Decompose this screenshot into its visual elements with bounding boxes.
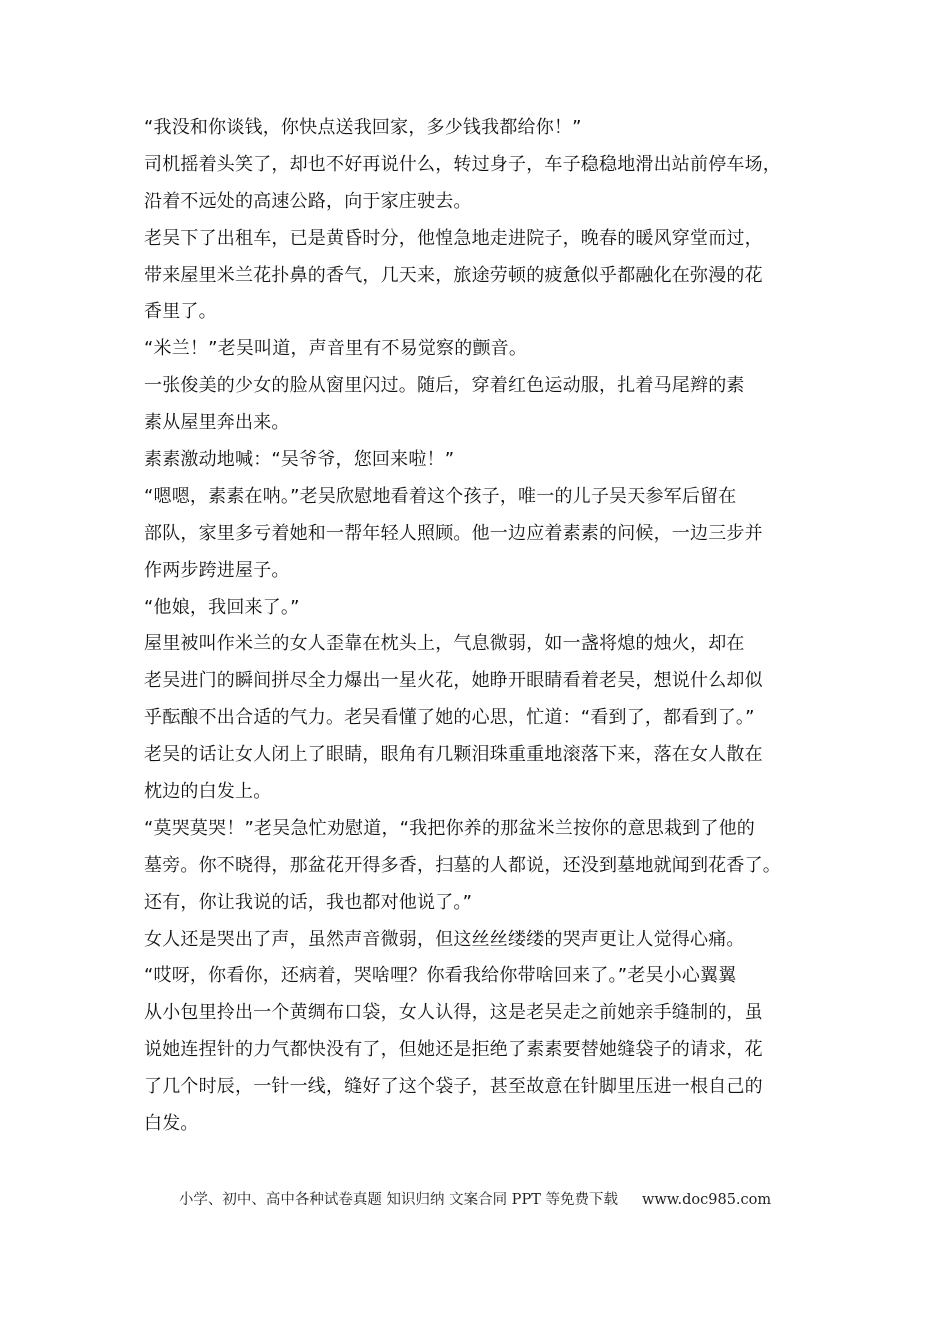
story-line-27: 了几个时辰，一针一线，缝好了这个袋子，甚至故意在针脚里压进一根自己的: [144, 1076, 763, 1098]
story-line-22: 还有，你让我说的话，我也都对他说了。”: [144, 891, 473, 913]
footer-download-text: 小学、初中、高中各种试卷真题 知识归纳 文案合同 PPT 等免费下载: [178, 1192, 618, 1208]
story-line-26: 说她连捏针的力气都快没有了，但她还是拒绝了素素要替她缝袋子的请求，花: [144, 1039, 763, 1061]
story-line-17: 乎酝酿不出合适的气力。老吴看懂了她的心思，忙道：“看到了，都看到了。”: [144, 707, 755, 729]
story-line-6: 香里了。: [144, 301, 217, 323]
story-line-13: 作两步跨进屋子。: [144, 559, 290, 581]
story-line-7: “米兰！”老吴叫道，声音里有不易觉察的颤音。: [144, 338, 528, 360]
story-line-9: 素从屋里奔出来。: [144, 412, 290, 434]
story-line-18: 老吴的话让女人闭上了眼睛，眼角有几颗泪珠重重地滚落下来，落在女人散在: [144, 744, 763, 766]
story-line-19: 枕边的白发上。: [144, 781, 272, 803]
footer-url[interactable]: www.doc985.com: [641, 1192, 772, 1208]
story-body: [144, 110, 808, 1143]
story-line-23: 女人还是哭出了声，虽然声音微弱，但这丝丝缕缕的哭声更让人觉得心痛。: [144, 928, 745, 950]
story-line-12: 部队，家里多亏着她和一帮年轻人照顾。他一边应着素素的问候，一边三步并: [144, 522, 763, 544]
story-line-24: “哎呀，你看你，还病着，哭啥哩？你看我给你带啥回来了。”老吴小心翼翼: [144, 965, 737, 987]
story-line-4: 老吴下了出租车，已是黄昏时分，他惶急地走进院子，晚春的暖风穿堂而过，: [144, 227, 763, 249]
story-line-28: 白发。: [144, 1113, 199, 1135]
story-line-3: 沿着不远处的高速公路，向于家庄驶去。: [144, 190, 472, 212]
story-line-5: 带来屋里米兰花扑鼻的香气，几天来，旅途劳顿的疲惫似乎都融化在弥漫的花: [144, 264, 763, 286]
story-line-2: 司机摇着头笑了，却也不好再说什么，转过身子，车子稳稳地滑出站前停车场，: [144, 153, 781, 175]
story-line-21: 墓旁。你不晓得，那盆花开得多香，扫墓的人都说，还没到墓地就闻到花香了。: [144, 854, 781, 876]
story-line-14: “他娘，我回来了。”: [144, 596, 300, 618]
story-line-16: 老吴进门的瞬间拼尽全力爆出一星火花，她睁开眼睛看着老吴，想说什么却似: [144, 670, 763, 692]
story-line-10: 素素激动地喊：“吴爷爷，您回来啦！”: [144, 449, 455, 471]
story-line-25: 从小包里拎出一个黄绸布口袋，女人认得，这是老吴走之前她亲手缝制的，虽: [144, 1002, 763, 1024]
story-line-8: 一张俊美的少女的脸从窗里闪过。随后，穿着红色运动服，扎着马尾辫的素: [144, 375, 745, 397]
page-footer: [0, 1188, 950, 1209]
story-line-11: “嗯嗯，素素在呐。”老吴欣慰地看着这个孩子，唯一的儿子吴天参军后留在: [144, 485, 737, 507]
story-line-15: 屋里被叫作米兰的女人歪靠在枕头上，气息微弱，如一盏将熄的烛火，却在: [144, 633, 745, 655]
story-line-20: “莫哭莫哭！”老吴急忙劝慰道，“我把你养的那盆米兰按你的意思栽到了他的: [144, 817, 755, 839]
story-line-1: “我没和你谈钱，你快点送我回家，多少钱我都给你！”: [144, 117, 582, 138]
